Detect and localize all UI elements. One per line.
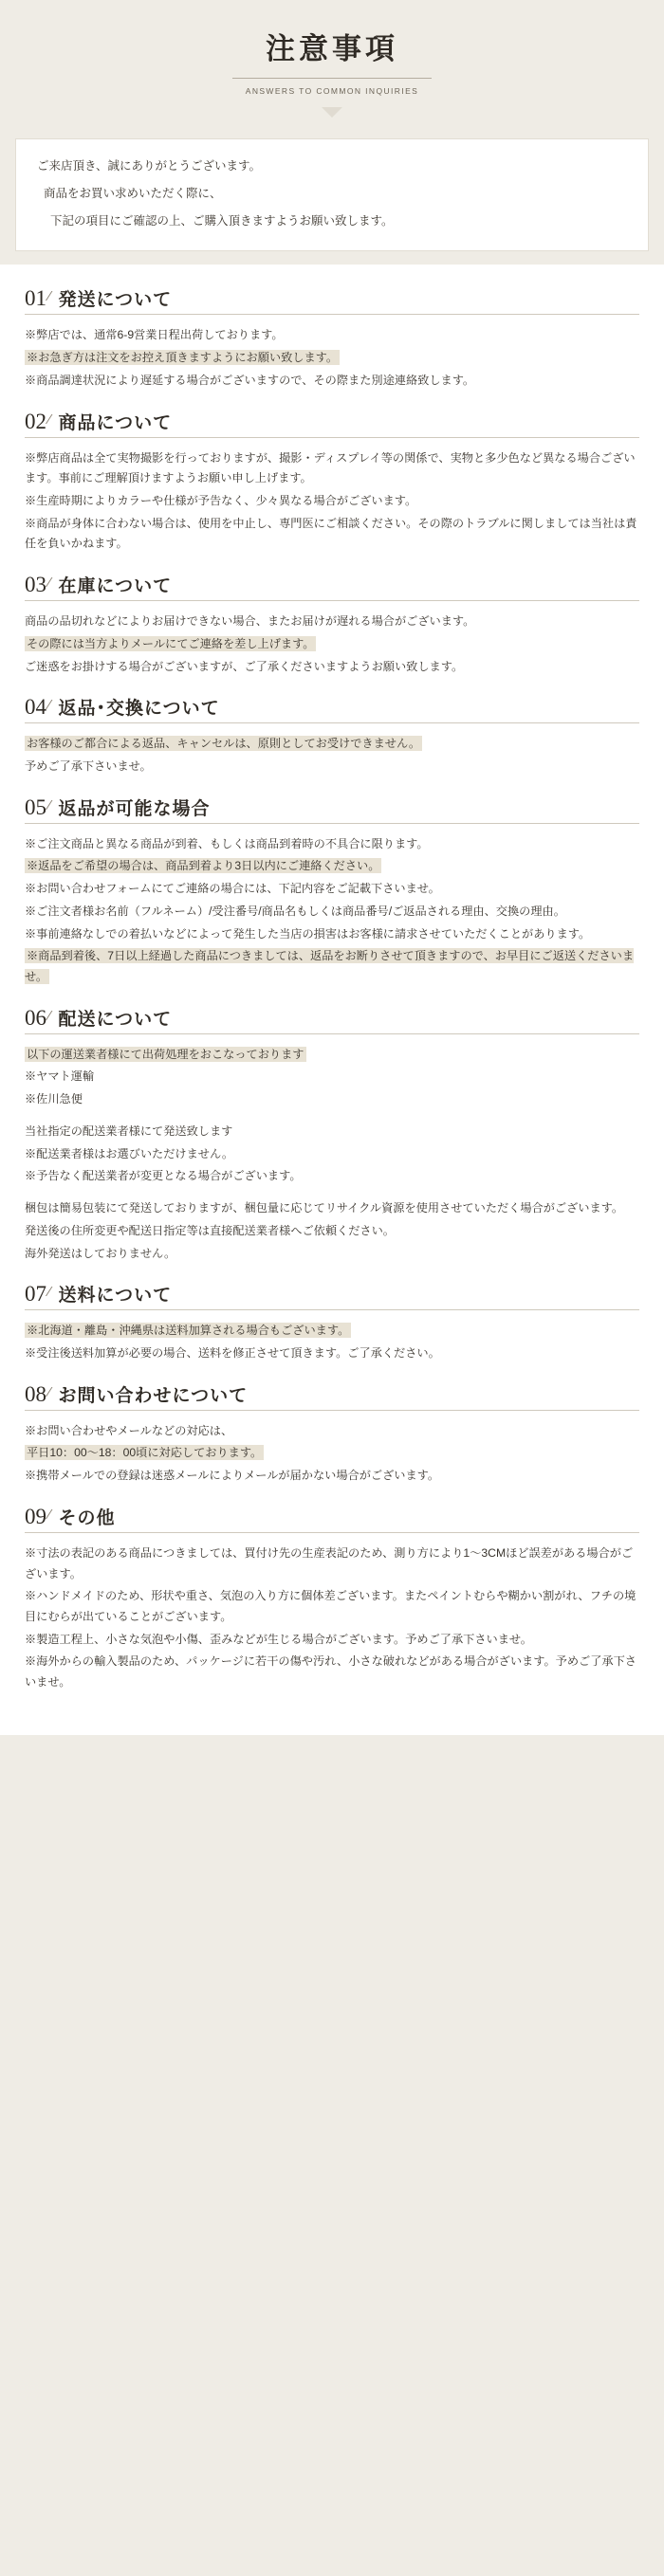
section [25,558,639,677]
section-number: 06 [25,1005,46,1030]
section-paragraph [25,325,639,346]
paragraph-text: 商品の品切れなどによりお届けできない場合、またお届けが遅れる場合がございます。 [25,614,475,629]
section-slash-icon: ⁄ [48,1284,51,1301]
section-paragraph [25,879,639,900]
section-paragraph [25,1089,639,1110]
section-number: 04 [25,695,46,720]
paragraph-text: ※商品が身体に合わない場合は、使用を中止し、専門医にご相談ください。その際のトラブルに関しましては当社は責任を負いかねます。 [25,516,637,551]
highlighted-text: その際には当方よりメールにてご連絡を差し上げます。 [27,636,315,650]
section-paragraph [25,1652,639,1692]
intro-line-2: 商品をお買い求めいただく際に、 [44,187,222,201]
highlighted-text: 以下の運送業者様にて出荷処理をおこなっております [27,1047,304,1061]
section-slash-icon: ⁄ [48,1007,51,1024]
section-title: 配送について [58,1009,173,1030]
page-header [0,0,664,127]
title-divider [232,78,432,79]
section-title: 返品･交換について [58,699,220,720]
section-paragraph [25,1198,639,1219]
paragraph-text: ※商品調達状況により遅延する場合がございますので、その際また別途連絡致します。 [25,373,475,387]
section-title: 在庫について [58,576,173,597]
paragraph-text: ※寸法の表記のある商品につきましては、買付け先の生産表記のため、測り方により1～3CMほど誤差がある場合がございます。 [25,1545,634,1580]
highlighted-text: ※北海道・離島・沖縄県は送料加算される場合もございます。 [27,1324,350,1338]
section-slash-icon: ⁄ [48,1383,51,1400]
paragraph-text: ※お問い合わせやメールなどの対応は、 [25,1423,233,1437]
section-paragraph [25,1166,639,1187]
section-paragraph [25,1343,639,1364]
section-paragraph [25,1221,639,1242]
paragraph-text: 予めご了承下さいませ。 [25,759,152,773]
section-paragraph [25,1045,639,1066]
section-heading [25,558,639,601]
section [25,992,639,1264]
paragraph-text: ※ご注文者様お名前（フルネーム）/受注番号/商品名もしくは商品番号/ご返品される理由、交換の理由。 [25,904,565,918]
page-subtitle: ANSWERS TO COMMON INQUIRIES [245,86,419,96]
section-slash-icon: ⁄ [48,575,51,592]
page-title: 注意事項 [266,32,398,65]
section-heading [25,272,639,315]
paragraph-text: ※製造工程上、小さな気泡や小傷、歪みなどが生じる場合がございます。予めご了承下さいませ。 [25,1632,532,1646]
section [25,781,639,988]
section-number: 05 [25,795,46,819]
paragraph-text: ご迷惑をお掛けする場合がございますが、ご了承くださいますようお願い致します。 [25,659,464,673]
section-heading [25,1368,639,1411]
section-heading [25,992,639,1034]
highlighted-text: 平日10：00～18：00頃に対応しております。 [27,1446,263,1460]
section-paragraph [25,834,639,855]
section-paragraph [25,856,639,877]
section-heading [25,781,639,824]
section-paragraph [25,946,639,987]
paragraph-text: ※配送業者様はお選びいただけません。 [25,1146,234,1160]
section-paragraph [25,1466,639,1487]
section [25,395,639,556]
section-paragraph [25,1421,639,1442]
section-title: その他 [58,1507,116,1528]
paragraph-text: ※佐川急便 [25,1092,83,1106]
section-paragraph [25,514,639,555]
section-slash-icon: ⁄ [48,1506,51,1523]
highlighted-text: ※返品をご希望の場合は、商品到着より3日以内にご連絡ください。 [27,859,380,873]
paragraph-text: ※弊店では、通常6-9営業日程出荷しております。 [25,328,284,342]
section-number: 09 [25,1504,46,1528]
section-paragraph [25,902,639,923]
section-title: 送料について [58,1286,173,1306]
section [25,1490,639,1693]
section [25,1268,639,1363]
paragraph-text: ※弊店商品は全て実物撮影を行っておりますが、撮影・ディスプレイ等の関係で、実物と多少色など異なる場合ございます。事前にご理解頂けますようお願い申し上げます。 [25,450,636,485]
section-slash-icon: ⁄ [48,796,51,813]
paragraph-text: ※ハンドメイドのため、形状や重さ、気泡の入り方に個体差ございます。またペイントむらや糊かい割がれ、フチの境目にむらが出ていることがございます。 [25,1589,636,1623]
highlighted-text: ※お急ぎ方は注文をお控え頂きますようにお願い致します。 [27,351,339,365]
section-paragraph [25,757,639,777]
section-heading [25,395,639,438]
paragraph-text: ※予告なく配送業者が変更となる場合がございます。 [25,1169,302,1183]
highlighted-text: お客様のご都合による返品、キャンセルは、原則としてお受けできません。 [27,737,421,751]
section-heading [25,681,639,723]
section-paragraph [25,1630,639,1651]
down-arrow-icon [322,107,342,118]
section-number: 03 [25,573,46,597]
section-paragraph [25,1144,639,1165]
paragraph-text: 発送後の住所変更や配送日指定等は直接配送業者様へご依頼ください。 [25,1223,395,1237]
section-paragraph [25,1244,639,1265]
section-paragraph [25,734,639,755]
intro-line-3: 下記の項目にご確認の上、ご購入頂きますようお願い致します。 [50,214,394,228]
section-heading [25,1268,639,1310]
section-paragraph [25,371,639,392]
section-paragraph [25,1443,639,1464]
section [25,681,639,776]
paragraph-text: 梱包は簡易包装にて発送しておりますが、梱包量に応じてリサイクル資源を使用させていただく場合がございます。 [25,1201,624,1215]
intro-box [15,138,649,251]
section-title: 商品について [58,412,173,433]
section-title: お問い合わせについて [58,1385,249,1406]
paragraph-text: ※受注後送料加算が必要の場合、送料を修正させて頂きます。ご了承ください。 [25,1345,440,1360]
section-paragraph [25,348,639,369]
paragraph-text: ※お問い合わせフォームにてご連絡の場合には、下記内容をご記載下さいませ。 [25,882,440,896]
paragraph-text: ※事前連絡なしでの着払いなどによって発生した当店の損害はお客様に請求させていただくことがあります。 [25,926,591,941]
section-paragraph [25,1122,639,1142]
section-heading [25,1490,639,1533]
section-paragraph [25,924,639,945]
paragraph-text: ※海外からの輸入製品のため、パッケージに若干の傷や汚れ、小さな破れなどがある場合がざいます。予めご了承下さいませ。 [25,1654,636,1690]
section-paragraph [25,1544,639,1584]
sections-container [0,265,664,1734]
section-paragraph [25,612,639,632]
paragraph-text: ※携帯メールでの登録は迷惑メールによりメールが届かない場合がございます。 [25,1469,440,1483]
section-title: 返品が可能な場合 [58,798,211,819]
section-paragraph [25,634,639,655]
section-paragraph [25,1321,639,1342]
section [25,272,639,391]
section-number: 07 [25,1282,46,1306]
paragraph-text: ※ご注文商品と異なる商品が到着、もしくは商品到着時の不具合に限ります。 [25,836,429,850]
section-paragraph [25,1067,639,1087]
section-slash-icon: ⁄ [48,697,51,714]
section-number: 08 [25,1381,46,1406]
highlighted-text: ※商品到着後、7日以上経過した商品につきましては、返品をお断りさせて頂きますので、お早目にご返送くださいませ。 [25,949,635,984]
section [25,1368,639,1487]
section-number: 02 [25,409,46,433]
section-number: 01 [25,286,46,311]
section-paragraph [25,491,639,512]
paragraph-text: ※ヤマト運輸 [25,1069,95,1084]
paragraph-text: ※生産時期によりカラーや仕様が予告なく、少々異なる場合がございます。 [25,493,417,507]
intro-line-1: ご来店頂き、誠にありがとうございます。 [37,159,262,173]
section-title: 発送について [58,290,173,311]
paragraph-text: 当社指定の配送業者様にて発送致します [25,1124,233,1138]
section-slash-icon: ⁄ [48,411,51,428]
section-paragraph [25,1586,639,1627]
section-slash-icon: ⁄ [48,288,51,305]
paragraph-text: 海外発送はしておりません。 [25,1246,176,1260]
section-paragraph [25,657,639,678]
section-paragraph [25,448,639,489]
